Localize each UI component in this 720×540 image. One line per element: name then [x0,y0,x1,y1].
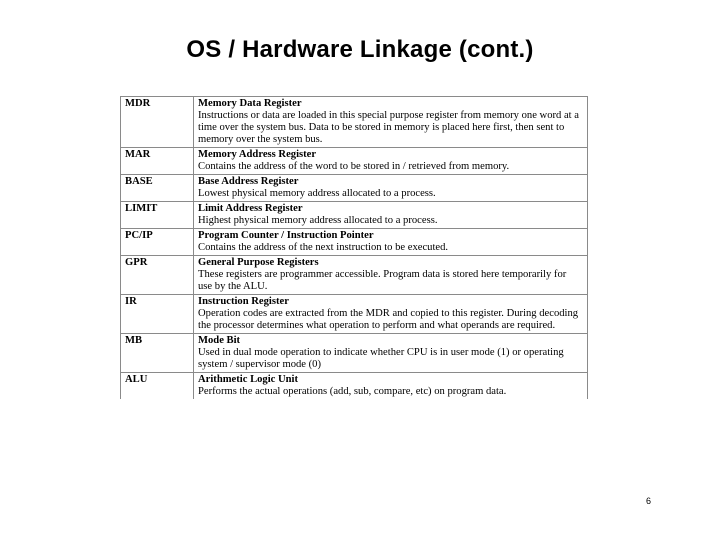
register-description: Highest physical memory address allocated to a process. [198,215,438,226]
table-row [121,295,588,334]
register-abbr: PC/IP [121,229,194,256]
register-name: Instruction Register [198,296,289,307]
register-description: Operation codes are extracted from the MDR and copied to this register. During decoding the processor determines what operation to perform and what operands are required. [198,308,579,331]
register-name: General Purpose Registers [198,257,319,268]
register-abbr: IR [121,295,194,334]
table-row [121,202,588,229]
register-cell [194,175,588,202]
register-description: Contains the address of the next instruction to be executed. [198,242,449,253]
register-abbr: ALU [121,373,194,400]
register-name: Program Counter / Instruction Pointer [198,230,374,241]
table-row [121,373,588,400]
table-row [121,148,588,175]
register-cell [194,334,588,373]
table-row [121,256,588,295]
register-name: Arithmetic Logic Unit [198,374,299,385]
register-abbr: MB [121,334,194,373]
table-row [121,175,588,202]
register-description: These registers are programmer accessible. Program data is stored here temporarily for use by the ALU. [198,269,567,292]
slide-title: OS / Hardware Linkage (cont.) [186,36,534,63]
register-name: Memory Data Register [198,98,302,109]
register-name: Limit Address Register [198,203,303,214]
page-number: 6 [646,496,652,506]
register-cell [194,373,588,400]
register-abbr: LIMIT [121,202,194,229]
register-abbr: MDR [121,97,194,148]
table-row [121,229,588,256]
register-cell [194,97,588,148]
table-row [121,97,588,148]
register-abbr: GPR [121,256,194,295]
register-cell [194,229,588,256]
register-description: Performs the actual operations (add, sub, compare, etc) on program data. [198,386,507,397]
register-cell [194,202,588,229]
register-name: Memory Address Register [198,149,317,160]
register-cell [194,148,588,175]
table-row [121,334,588,373]
register-description: Used in dual mode operation to indicate whether CPU is in user mode (1) or operating system / supervisor mode (0) [198,347,564,370]
register-abbr: BASE [121,175,194,202]
register-cell [194,256,588,295]
register-description: Instructions or data are loaded in this special purpose register from memory one word at a time over the system bus. Data to be stored in memory is placed here first, then sent to memory over the system bus. [198,110,579,145]
register-table [120,96,588,399]
register-description: Lowest physical memory address allocated to a process. [198,188,436,199]
register-abbr: MAR [121,148,194,175]
register-name: Base Address Register [198,176,299,187]
register-description: Contains the address of the word to be stored in / retrieved from memory. [198,161,510,172]
register-name: Mode Bit [198,335,241,346]
register-cell [194,295,588,334]
